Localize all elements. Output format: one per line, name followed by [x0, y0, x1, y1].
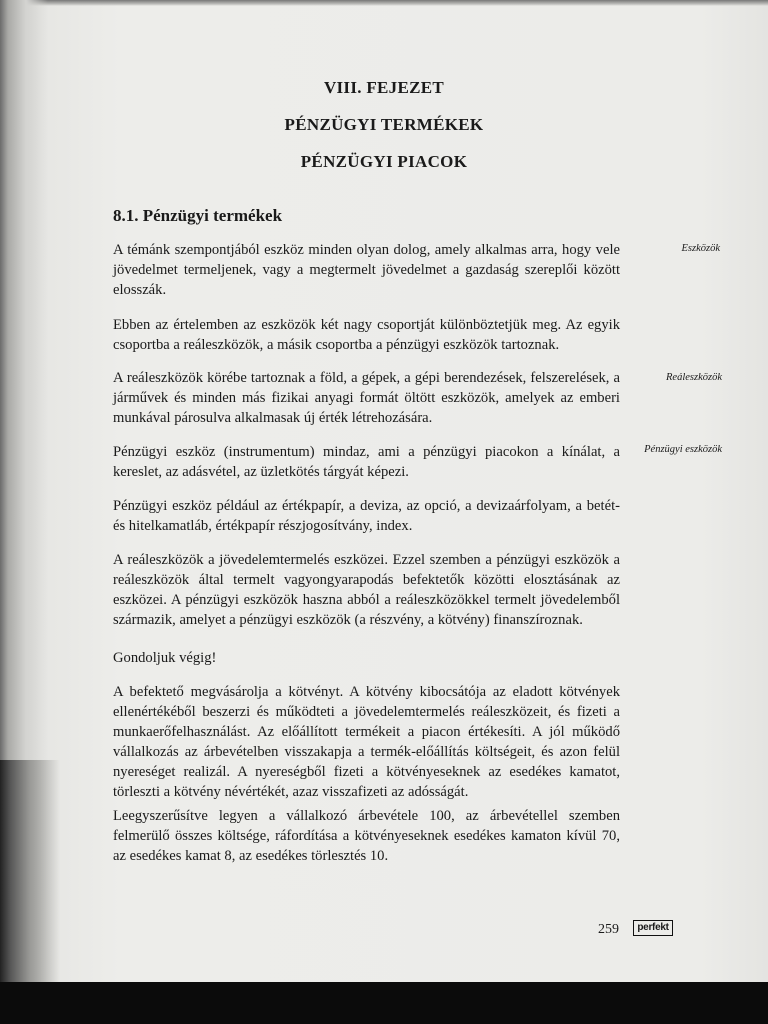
- paragraph-3: A reáleszközök körébe tartoznak a föld, a gépek, a gépi berendezések, felszerelések, a járművek és minden más fizikai anyagi formát öltött eszközök, amelyek az emberi munkával párosulva alkalmasak új érték létrehozására.: [113, 370, 620, 426]
- margin-note-penzugyi-eszkozok: Pénzügyi eszközök: [644, 444, 722, 455]
- paragraph-5: Pénzügyi eszköz például az értékpapír, a deviza, az opció, a devizaárfolyam, a betét- és hitelkamatláb, értékpapír részjogosítvány, index.: [113, 498, 620, 534]
- page-number: 259: [598, 922, 619, 937]
- scan-top-edge: [0, 0, 768, 6]
- publisher-logo: perfekt: [633, 920, 673, 936]
- paragraph-6: A reáleszközök a jövedelemtermelés eszközei. Ezzel szemben a pénzügyi eszközök a reáleszközök által termelt vagyongyarapodás befektetők közötti elosztásának az eszközei. A pénzügyi eszközök haszna abból a reáleszközökkel termelt jövedelemből származik, amelyet a pénzügyi eszközök (a részvény, a kötvény) finanszíroznak.: [113, 552, 620, 628]
- section-heading: 8.1. Pénzügyi termékek: [113, 206, 283, 225]
- chapter-subtitle: PÉNZÜGYI PIACOK: [300, 152, 468, 171]
- paragraph-2: Ebben az értelemben az eszközök két nagy csoportját különböztetjük meg. Az egyik csoportba a reáleszközök, a másik csoportba a pénzügyi eszközök tartoznak.: [113, 317, 620, 353]
- paragraph-7: Gondoljuk végig!: [113, 650, 217, 666]
- chapter-title: PÉNZÜGYI TERMÉKEK: [284, 115, 484, 134]
- chapter-number: VIII. FEJEZET: [323, 78, 445, 97]
- margin-note-eszkozok: Eszközök: [681, 243, 720, 254]
- paragraph-4: Pénzügyi eszköz (instrumentum) mindaz, ami a pénzügyi piacokon a kínálat, a kereslet, az adásvétel, az üzletkötés tárgyát képezi.: [113, 444, 620, 480]
- margin-note-realeszkozok: Reáleszközök: [666, 372, 722, 383]
- paragraph-9: Leegyszerűsítve legyen a vállalkozó árbevétele 100, az árbevétellel szemben felmerülő összes költsége, ráfordítása a kötvényeseknek esedékes kamaton kívül 70, az esedékes kamat 8, az esedékes törlesztés 10.: [113, 808, 620, 864]
- scan-binding-shadow: [0, 760, 60, 990]
- paragraph-8: A befektető megvásárolja a kötvényt. A kötvény kibocsátója az eladott kötvények ellenértékéből beszerzi és működteti a jövedelemtermelés reáleszközeit, és fizeti a munkaerőfelhasználást. Az előállított termékeit a piacon értékesíti. A jól működő vállalkozás az árbevételben visszakapja a termék-előállítás költségeit, és azon felül nyereséget realizál. A nyereségből fizeti a kötvényeseknek az esedékes kamatot, törleszti a kötvény névértékét, azaz visszafizeti az adósságát.: [113, 684, 620, 800]
- scan-bottom-edge: [0, 982, 768, 1024]
- paragraph-1: A témánk szempontjából eszköz minden olyan dolog, amely alkalmas arra, hogy vele jövedelmet termeljenek, vagy a megtermelt jövedelmet a gazdaság szereplői között elosszák.: [113, 242, 620, 298]
